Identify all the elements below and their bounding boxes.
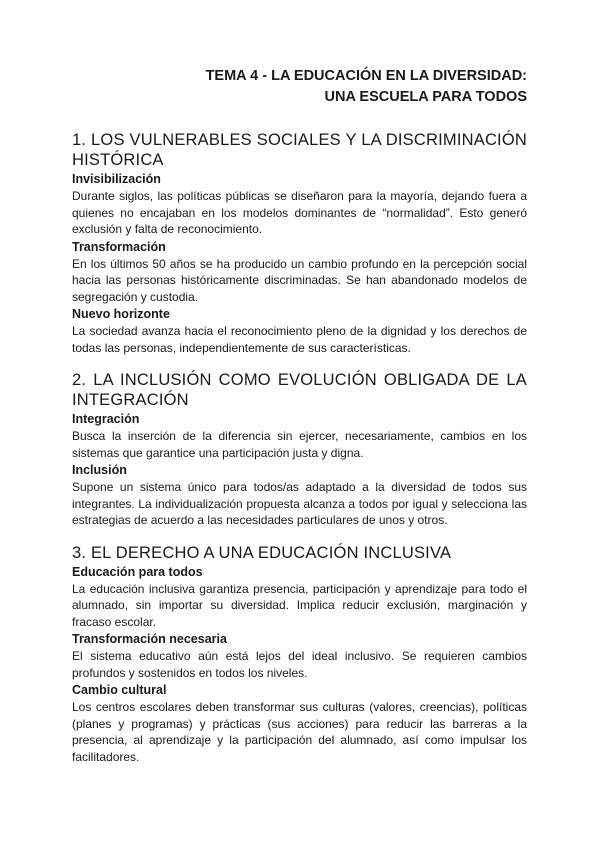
subheading-educacion-para-todos: Educación para todos — [72, 564, 203, 579]
section-2 — [72, 370, 527, 529]
section-3-heading: 3. EL DERECHO A UNA EDUCACIÓN INCLUSIVA — [72, 543, 452, 562]
page-title — [72, 66, 527, 108]
document-page — [72, 66, 527, 779]
page-title-line-1: TEMA 4 - LA EDUCACIÓN EN LA DIVERSIDAD: — [205, 68, 527, 84]
section-1-heading: 1. LOS VULNERABLES SOCIALES Y LA DISCRIMINACIÓN HISTÓRICA — [72, 131, 527, 169]
paragraph-integracion: Busca la inserción de la diferencia sin ejercer, necesariamente, cambios en los sistemas que garantice una participación justa y digna. — [72, 429, 527, 460]
paragraph-transformacion: En los últimos 50 años se ha producido un cambio profundo en la percepción social hacia las personas históricamente discriminadas. Se han abandonado modelos de segregación y custodia. — [72, 256, 527, 304]
section-2-heading: 2. LA INCLUSIÓN COMO EVOLUCIÓN OBLIGADA DE LA INTEGRACIÓN — [72, 371, 527, 409]
paragraph-cambio-cultural: Los centros escolares deben transformar sus culturas (valores, creencias), políticas (planes y programas) y prácticas (sus acciones) para reducir las barreras a la presencia, al aprendizaje y la participación del alumnado, así como impulsar los facilitadores. — [72, 700, 527, 764]
section-3 — [72, 543, 527, 766]
paragraph-educacion-para-todos: La educación inclusiva garantiza presencia, participación y aprendizaje para todo el alumnado, sin importar su diversidad. Implica reducir exclusión, marginación y fracaso escolar. — [72, 581, 527, 629]
subheading-transformacion: Transformación — [72, 239, 166, 254]
subheading-transformacion-necesaria: Transformación necesaria — [72, 632, 227, 646]
paragraph-nuevo-horizonte: La sociedad avanza hacia el reconocimiento pleno de la dignidad y los derechos de todas las personas, independientemente de sus características. — [72, 324, 527, 355]
subheading-cambio-cultural: Cambio cultural — [72, 683, 167, 697]
subheading-inclusion: Inclusión — [72, 463, 127, 477]
paragraph-inclusion: Supone un sistema único para todos/as adaptado a la diversidad de todos sus integrantes. La individualización propuesta alcanza a todos por igual y selecciona las estrategias de acuerdo a las necesidades particulares de unos y otros. — [72, 480, 527, 527]
paragraph-invisibilizacion: Durante siglos, las políticas públicas se diseñaron para la mayoría, dejando fuera a quienes no encajaban en los modelos dominantes de “normalidad”. Esto generó exclusión y falta de reconocimiento. — [72, 189, 527, 236]
paragraph-transformacion-necesaria: El sistema educativo aún está lejos del ideal inclusivo. Se requieren cambios profundos y sostenidos en todos los niveles. — [72, 649, 527, 680]
section-1 — [72, 130, 527, 356]
page-title-line-2: UNA ESCUELA PARA TODOS — [324, 89, 527, 105]
subheading-nuevo-horizonte: Nuevo horizonte — [72, 307, 170, 321]
subheading-integracion: Integración — [72, 412, 140, 426]
subheading-invisibilizacion: Invisibilización — [72, 172, 161, 186]
